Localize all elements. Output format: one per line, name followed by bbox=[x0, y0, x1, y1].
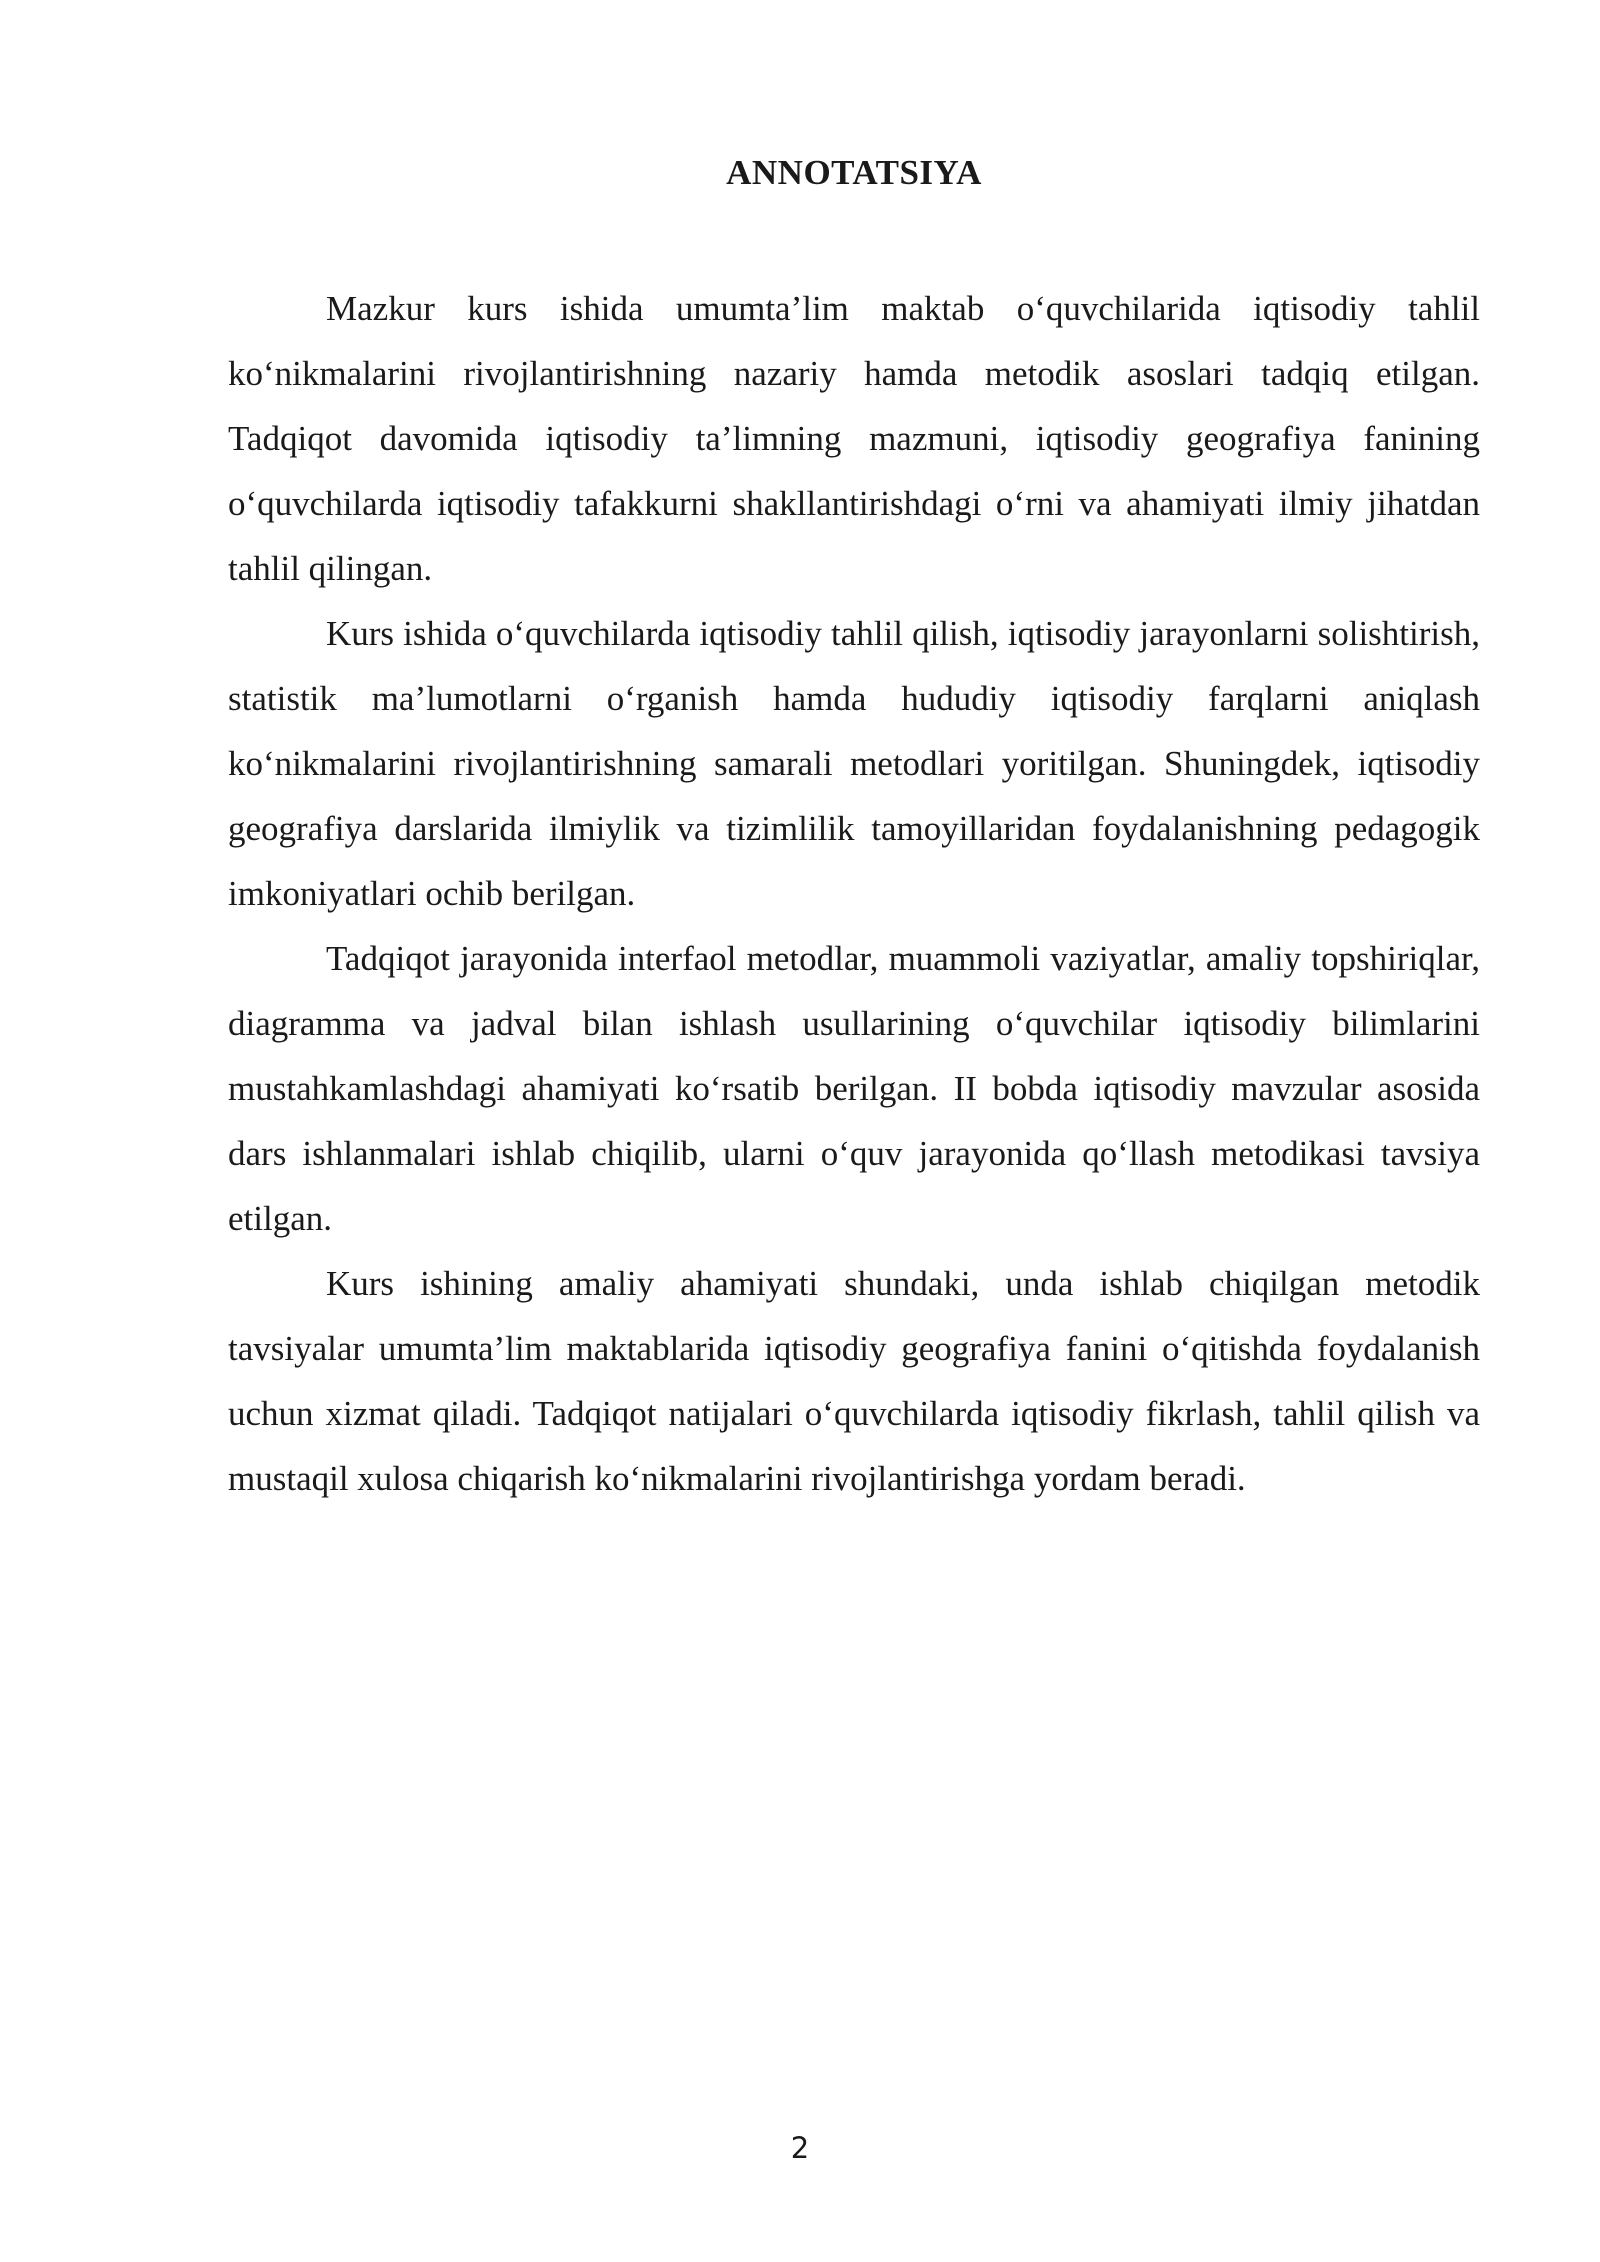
annotation-body bbox=[228, 276, 1480, 1511]
page-number: 2 bbox=[790, 2131, 810, 2165]
paragraph-1: Mazkur kurs ishida umumta’lim maktab o‘quvchilarida iqtisodiy tahlil ko‘nikmalarini rivojlantirishning nazariy hamda metodik asoslari tadqiq etilgan. Tadqiqot davomida iqtisodiy ta’limning mazmuni, iqtisodiy geografiya fanining o‘quvchilarda iqtisodiy tafakkurni shakllantirishdagi o‘rni va ahamiyati ilmiy jihatdan tahlil qilingan. bbox=[228, 289, 1480, 588]
page-title: ANNOTATSIYA bbox=[726, 153, 982, 192]
paragraph-2: Kurs ishida o‘quvchilarda iqtisodiy tahlil qilish, iqtisodiy jarayonlarni solishtirish, statistik ma’lumotlarni o‘rganish hamda hududiy iqtisodiy farqlarni aniqlash ko‘nikmalarini rivojlantirishning samarali metodlari yoritilgan. Shuningdek, iqtisodiy geografiya darslarida ilmiylik va tizimlilik tamoyillaridan foydalanishning pedagogik imkoniyatlari ochib berilgan. bbox=[228, 614, 1480, 913]
paragraph-3: Tadqiqot jarayonida interfaol metodlar, muammoli vaziyatlar, amaliy topshiriqlar, diagramma va jadval bilan ishlash usullarining o‘quvchilar iqtisodiy bilimlarini mustahkamlashdagi ahamiyati ko‘rsatib berilgan. II bobda iqtisodiy mavzular asosida dars ishlanmalari ishlab chiqilib, ularni o‘quv jarayonida qo‘llash metodikasi tavsiya etilgan. bbox=[228, 939, 1480, 1238]
paragraph-4: Kurs ishining amaliy ahamiyati shundaki, unda ishlab chiqilgan metodik tavsiyalar umumta’lim maktablarida iqtisodiy geografiya fanini o‘qitishda foydalanish uchun xizmat qiladi. Tadqiqot natijalari o‘quvchilarda iqtisodiy fikrlash, tahlil qilish va mustaqil xulosa chiqarish ko‘nikmalarini rivojlantirishga yordam beradi. bbox=[228, 1264, 1480, 1498]
